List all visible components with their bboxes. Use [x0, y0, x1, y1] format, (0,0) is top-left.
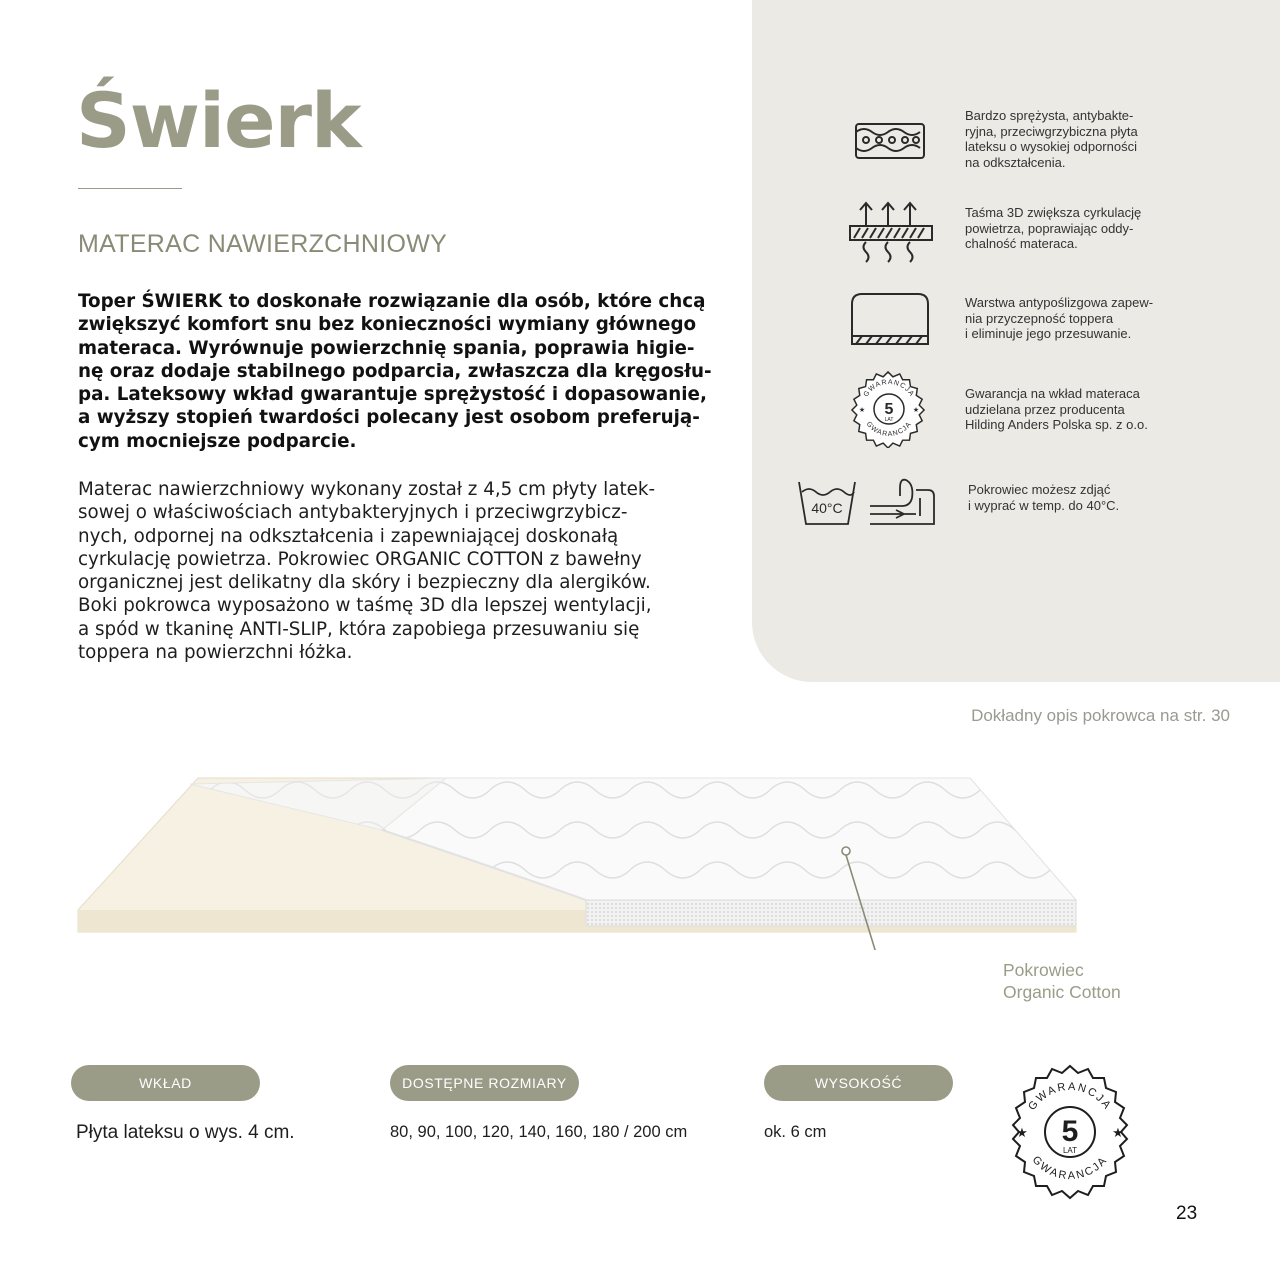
page-number: 23 — [1176, 1203, 1198, 1224]
feature-antislip-text: Warstwa antypoślizgowa zapew- nia przyczepność toppera i eliminuje jego przesuwanie. — [965, 295, 1154, 342]
spec-value-height: ok. 6 cm — [764, 1123, 827, 1141]
wash-40-icon — [796, 478, 858, 528]
spec-value-sizes: 80, 90, 100, 120, 140, 160, 180 / 200 cm — [390, 1123, 688, 1141]
warranty-badge — [1000, 1062, 1140, 1202]
feature-airflow-text: Taśma 3D zwiększa cyrkulację powietrza, poprawiając oddy- chalność materaca. — [965, 205, 1142, 252]
airflow-3d-tape-icon — [846, 198, 936, 264]
badge-star-left-icon: ★ — [1016, 1125, 1028, 1140]
removable-cover-icon — [866, 476, 938, 528]
body-paragraph: Materac nawierzchniowy wykonany został z 4,5 cm płyty latek- sowej o właściwościach antybakteryjnych i przeciwgrzybicz- nych, odpornej na odkształcenia i zapewniającej doskonałą cyrkulację powietrza. Pokrowiec ORGANIC COTTON z bawełny organicznej jest delikatny dla skóry i bezpieczny dla alergików. Boki pokrowca wyposażono w taśmę 3D dla lepszej wentylacji, a spód w tkaninę ANTI-SLIP, która zapobiega przesuwaniu się toppera na powierzchni łóżka. — [78, 479, 656, 664]
cover-callout-label: Pokrowiec Organic Cotton — [1003, 960, 1121, 1002]
title-divider — [78, 188, 182, 189]
wash-temp-label: 40°C — [811, 500, 843, 516]
product-category: MATERAC NAWIERZCHNIOWY — [78, 230, 448, 258]
spec-label-core: WKŁAD — [71, 1065, 260, 1101]
feature-warranty-text: Gwarancja na wkład materaca udzielana przez producenta Hilding Anders Polska sp. z o.o. — [965, 386, 1148, 433]
svg-text:★: ★ — [858, 407, 866, 414]
badge-top-text: GWARANCJA — [1026, 1080, 1114, 1113]
feature-wash-text: Pokrowiec możesz zdjąć i wyprać w temp. do 40°C. — [968, 482, 1120, 513]
mattress-topper-illustration — [70, 770, 1090, 950]
feature-latex-text: Bardzo sprężysta, antybakte- ryjna, przeciwgrzybiczna płyta lateksu o wysokiej odporności na odkształcenia. — [965, 108, 1138, 170]
page-title: Świerk — [76, 76, 361, 165]
seal-small-bottom-text: GWARANCJA — [864, 420, 914, 439]
spec-label-sizes: DOSTĘPNE ROZMIARY — [390, 1065, 579, 1101]
badge-bottom-text: GWARANCJA — [1029, 1153, 1111, 1183]
spec-label-height: WYSOKOŚĆ — [764, 1065, 953, 1101]
latex-layer-icon — [852, 118, 928, 164]
svg-text:★: ★ — [912, 407, 920, 414]
badge-number: 5 — [1061, 1115, 1079, 1148]
badge-star-right-icon: ★ — [1112, 1125, 1124, 1140]
warranty-seal-icon — [850, 370, 928, 448]
seal-small-top-text: GWARANCJA — [862, 378, 916, 399]
badge-unit: LAT — [1062, 1146, 1078, 1155]
spec-value-core: Płyta lateksu o wys. 4 cm. — [76, 1122, 295, 1143]
cover-reference-note: Dokładny opis pokrowca na str. 30 — [971, 706, 1230, 725]
seal-small-unit: LAT — [884, 417, 894, 423]
seal-small-number: 5 — [884, 401, 894, 418]
anti-slip-layer-icon — [848, 290, 932, 350]
lead-paragraph: Toper ŚWIERK to doskonałe rozwiązanie dla osób, które chcą zwiększyć komfort snu bez konieczności wymiany głównego materaca. Wyrównuje powierzchnię spania, poprawia higie- nę oraz dodaje stabilnego podparcia, zwłaszcza dla kręgosłu- pa. Lateksowy wkład gwarantuje sprężystość i dopasowanie, a wyższy stopień twardości polecany jest osobom preferują- cym mocniejsze podparcie. — [78, 291, 712, 452]
